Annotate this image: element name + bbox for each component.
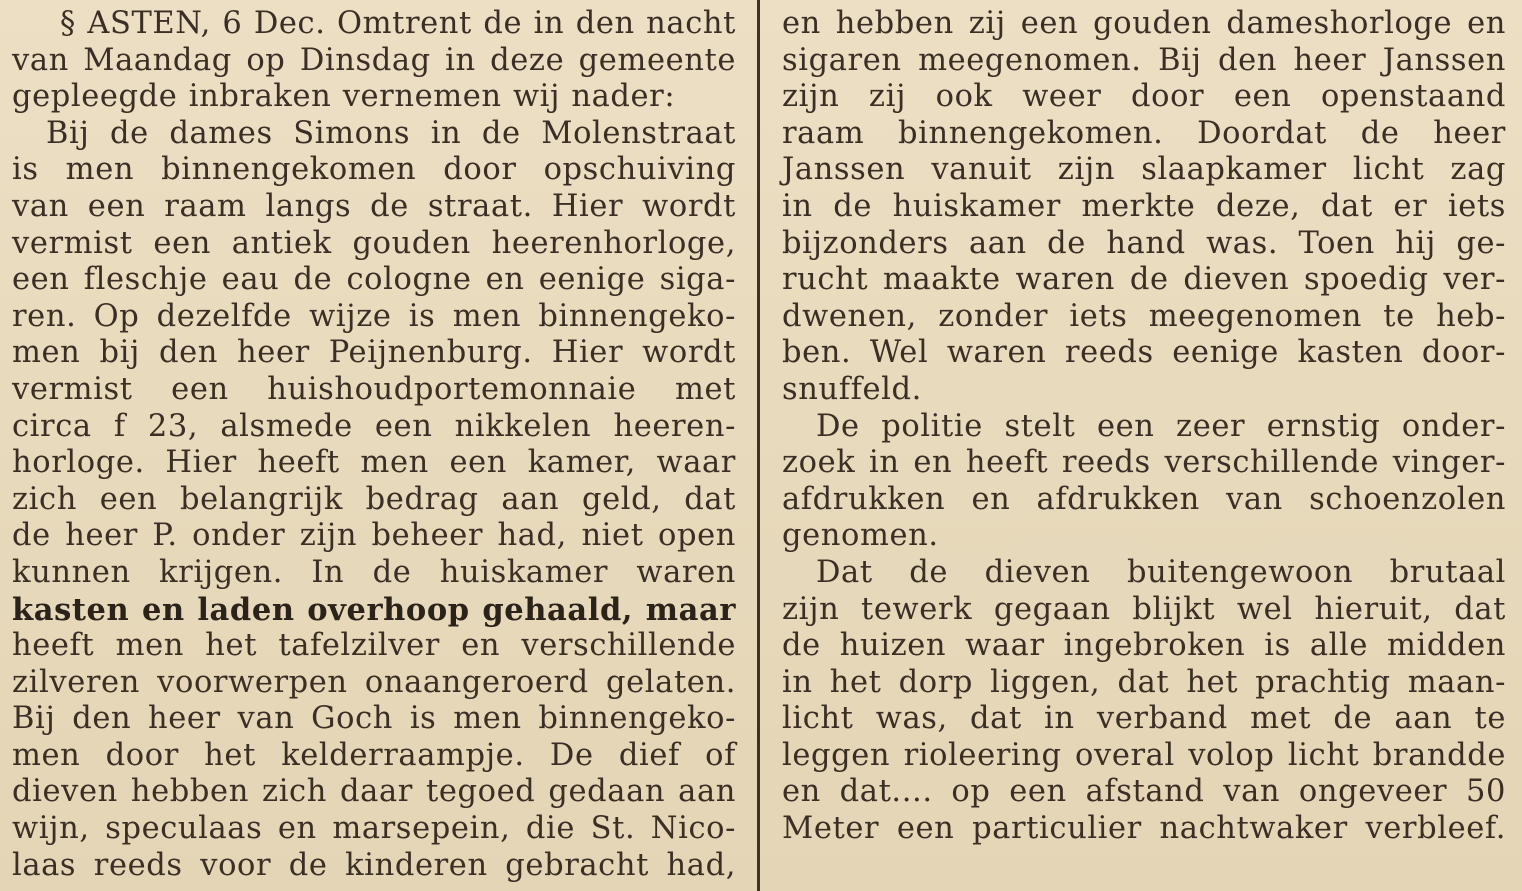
article-line: vermist een antiek gouden heerenhorloge,: [12, 225, 736, 261]
article-line: de heer P. onder zijn beheer had, niet open: [12, 518, 736, 554]
article-line: van een raam langs de straat. Hier wordt: [12, 188, 736, 224]
article-line: raam binnengekomen. Doordat de heer: [782, 115, 1506, 151]
article-line: in de huiskamer merkte deze, dat er iets: [782, 188, 1506, 224]
article-line: Janssen vanuit zijn slaapkamer licht zag: [782, 152, 1506, 188]
right-column: [782, 6, 1506, 848]
article-line: rucht maakte waren de dieven spoedig ver-: [782, 262, 1506, 298]
article-line: en hebben zij een gouden dameshorloge en: [782, 6, 1506, 41]
article-line: dwenen, zonder iets meegenomen te heb-: [782, 298, 1506, 334]
article-line: genomen.: [782, 518, 939, 554]
article-line: zijn zij ook weer door een openstaand: [782, 79, 1506, 115]
article-line: bijzonders aan de hand was. Toen hij ge-: [782, 225, 1506, 261]
article-line: kasten en laden overhoop gehaald, maar: [12, 591, 736, 628]
article-line: ben. Wel waren reeds eenige kasten door-: [782, 335, 1506, 371]
article-line: van Maandag op Dinsdag in deze gemeente: [12, 42, 736, 78]
article-line: De politie stelt een zeer ernstig onder-: [816, 408, 1506, 444]
article-line: Meter een particulier nachtwaker verbleef.: [782, 811, 1506, 847]
article-line: in het dorp liggen, dat het prachtig maan-: [782, 664, 1506, 700]
article-line: kunnen krijgen. In de huiskamer waren: [12, 554, 736, 590]
article-line: Dat de dieven buitengewoon brutaal: [816, 554, 1506, 590]
article-line: zilveren voorwerpen onaangeroerd gelaten.: [12, 664, 736, 700]
article-line: gepleegde inbraken vernemen wij nader:: [12, 79, 676, 115]
article-line: is men binnengekomen door opschuiving: [12, 152, 736, 188]
left-column: [12, 6, 736, 884]
article-line: heeft men het tafelzilver en verschillende: [12, 628, 736, 664]
article-line: ren. Op dezelfde wijze is men binnengeko-: [12, 298, 736, 334]
article-line: een fleschje eau de cologne en eenige siga-: [12, 262, 736, 298]
article-line: zoek in en heeft reeds verschillende vinger-: [782, 445, 1506, 481]
article-line: men bij den heer Peijnenburg. Hier wordt: [12, 335, 736, 371]
article-line: wijn, speculaas en marsepein, die St. Nico-: [12, 811, 736, 847]
article-line: snuffeld.: [782, 371, 922, 407]
article-line: leggen rioleering overal volop licht brandde: [782, 737, 1506, 773]
article-line: zich een belangrijk bedrag aan geld, dat: [12, 481, 736, 517]
article-line: circa f 23, alsmede een nikkelen heeren-: [12, 408, 736, 444]
article-line: zijn tewerk gegaan blijkt wel hieruit, dat: [782, 591, 1506, 627]
article-line: en dat.... op een afstand van ongeveer 50: [782, 774, 1506, 810]
column-divider: [757, 0, 760, 891]
article-line: Bij den heer van Goch is men binnengeko-: [12, 701, 736, 737]
article-line: sigaren meegenomen. Bij den heer Janssen: [782, 42, 1506, 78]
article-line: licht was, dat in verband met de aan te: [782, 701, 1506, 737]
article-line: horloge. Hier heeft men een kamer, waar: [12, 445, 736, 481]
article-line: Bij de dames Simons in de Molenstraat: [46, 115, 736, 151]
article-line: afdrukken en afdrukken van schoenzolen: [782, 481, 1506, 517]
article-line: § ASTEN, 6 Dec. Omtrent de in den nacht: [60, 6, 736, 41]
article-line: laas reeds voor de kinderen gebracht had,: [12, 847, 736, 883]
article-line: men door het kelderraampje. De dief of: [12, 737, 736, 773]
article-line: dieven hebben zich daar tegoed gedaan aan: [12, 774, 736, 810]
article-line: de huizen waar ingebroken is alle midden: [782, 628, 1506, 664]
article-line: vermist een huishoudportemonnaie met: [12, 371, 736, 407]
